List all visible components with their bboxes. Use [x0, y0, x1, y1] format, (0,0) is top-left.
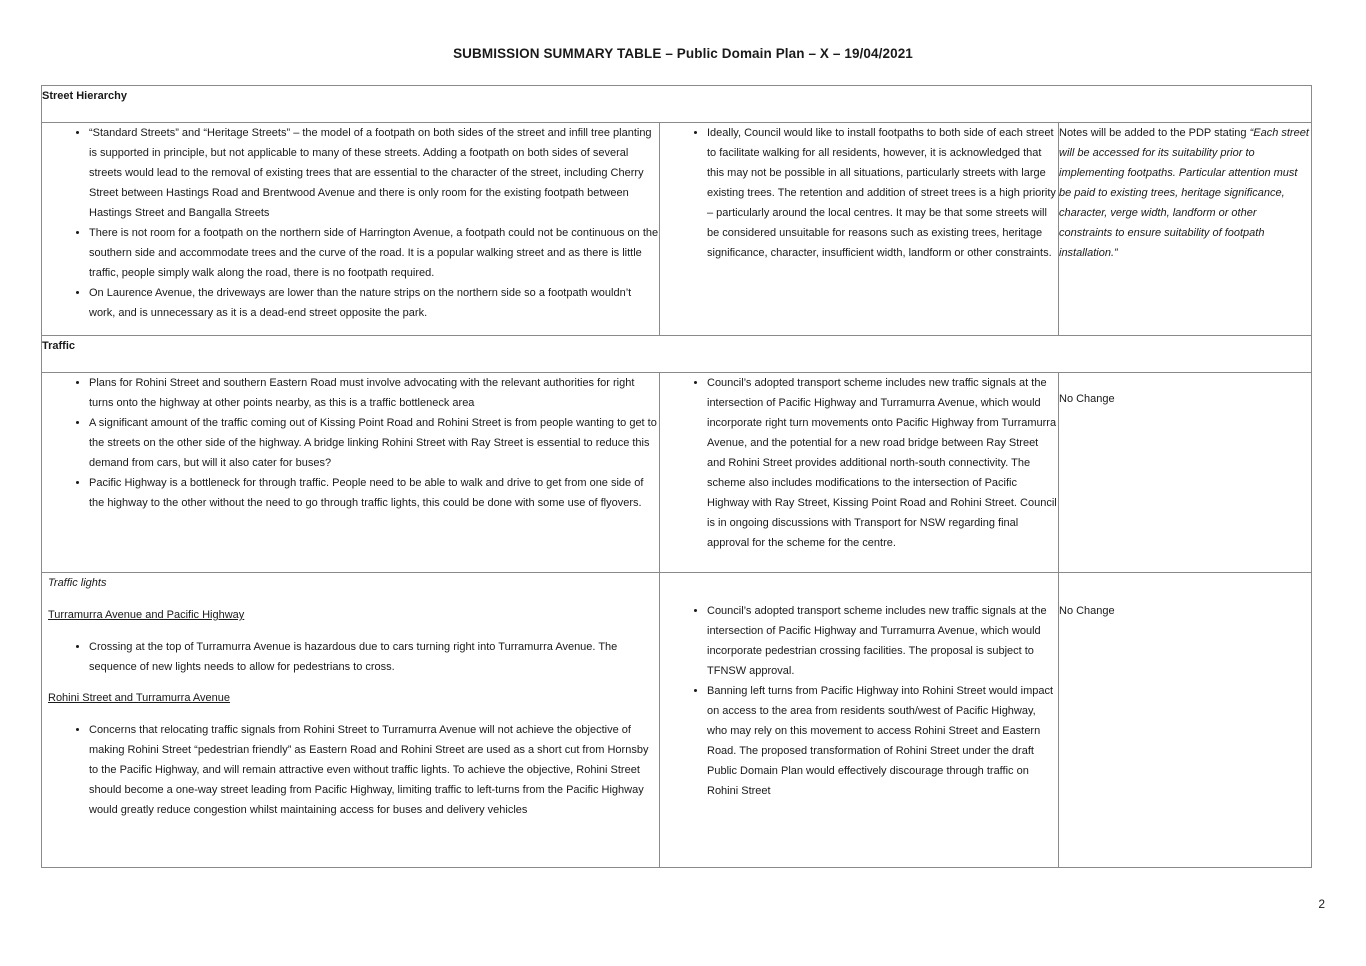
subsection-heading: Turramurra Avenue and Pacific Highway [48, 609, 245, 621]
page-number: 2 [1318, 897, 1325, 911]
response-list [660, 601, 1058, 801]
action-quote: “Each street will be accessed for its suitability prior to implementing footpaths. Particular attention must be paid to existing trees, heritage significance, character, verge width, landform or other constraints to ensure suitability of footpath installation.” [1059, 127, 1309, 259]
submission-list [42, 637, 659, 677]
section-heading-traffic: Traffic [42, 336, 1312, 373]
response-cell [660, 373, 1059, 573]
section-heading-street-hierarchy: Street Hierarchy [42, 86, 1312, 123]
list-item: • Crossing at the top of Turramurra Avenue is hazardous due to cars turning right into Turramurra Avenue. The sequence of new lights needs to allow for pedestrians to cross. [89, 637, 659, 677]
action-text: Notes will be added to the PDP stating [1059, 127, 1250, 139]
list-item: • Council’s adopted transport scheme includes new traffic signals at the intersection of Pacific Highway and Turramurra Avenue, which would incorporate pedestrian crossing facilities. The proposal is subject to TFNSW approval. [707, 601, 1058, 681]
list-item: • There is not room for a footpath on the northern side of Harrington Avenue, a footpath could not be continuous on the southern side and accommodate trees and the curve of the road. It is a popular walking street and as there is little traffic, people simply walk along the road, there is no footpath required. [89, 223, 659, 283]
list-item: • Council’s adopted transport scheme includes new traffic signals at the intersection of Pacific Highway and Turramurra Avenue, which would incorporate right turn movements onto Pacific Highway from Turramurra Avenue, and the potential for a new road bridge between Ray Street and Rohini Street provides additional north-south connectivity. The scheme also includes modifications to the intersection of Pacific Highway with Ray Street, Kissing Point Road and Rohini Street. Council is in ongoing discussions with Transport for NSW regarding final approval for the scheme for the centre. [707, 373, 1058, 553]
page-title: SUBMISSION SUMMARY TABLE – Public Domain Plan – X – 19/04/2021 [453, 46, 913, 61]
table-row [42, 123, 1312, 336]
list-item: • “Standard Streets” and “Heritage Streets” – the model of a footpath on both sides of the street and infill tree planting is supported in principle, but not applicable to many of these streets. Adding a footpath on both sides of several streets would lead to the removal of existing trees that are essential to the character of the street, including Cherry Street between Hastings Road and Brentwood Avenue and there is only room for the existing footpath between Hastings Street and Bangalla Streets [89, 123, 659, 223]
action-text: No Change [1059, 605, 1115, 617]
submission-cell [42, 573, 660, 868]
action-cell [1059, 573, 1312, 868]
table-row [42, 373, 1312, 573]
response-cell [660, 123, 1059, 336]
submission-list [42, 720, 659, 820]
response-list [660, 373, 1058, 553]
response-cell [660, 573, 1059, 868]
submission-summary-table [41, 85, 1312, 868]
subsection-heading: Rohini Street and Turramurra Avenue [48, 692, 231, 704]
table-row [42, 573, 1312, 868]
section-header-row [42, 336, 1312, 373]
list-item: • On Laurence Avenue, the driveways are lower than the nature strips on the northern side so a footpath wouldn’t work, and is unnecessary as it is a dead-end street opposite the park. [89, 283, 659, 323]
response-list [660, 123, 1058, 263]
submission-cell [42, 373, 660, 573]
section-header-row [42, 86, 1312, 123]
submission-list [42, 123, 659, 323]
list-item: • Plans for Rohini Street and southern Eastern Road must involve advocating with the relevant authorities for right turns onto the highway at other points nearby, as this is a traffic bottleneck area [89, 373, 659, 413]
list-item: • A significant amount of the traffic coming out of Kissing Point Road and Rohini Street is from people wanting to get to the streets on the other side of the highway. A bridge linking Rohini Street with Ray Street is essential to reduce this demand from cars, but will it also cater for buses? [89, 413, 659, 473]
action-cell [1059, 123, 1312, 336]
list-item: • Pacific Highway is a bottleneck for through traffic. People need to be able to walk and drive to get from one side of the highway to the other without the need to go through traffic lights, this could be done with some use of flyovers. [89, 473, 659, 513]
list-item: • Banning left turns from Pacific Highway into Rohini Street would impact on access to the area from residents south/west of Pacific Highway, who may rely on this movement to access Rohini Street and Eastern Road. The proposed transformation of Rohini Street under the draft Public Domain Plan would effectively discourage through traffic on Rohini Street [707, 681, 1058, 801]
submission-list [42, 373, 659, 513]
submission-cell [42, 123, 660, 336]
list-item: • Concerns that relocating traffic signals from Rohini Street to Turramurra Avenue will not achieve the objective of making Rohini Street “pedestrian friendly” as Eastern Road and Rohini Street are used as a short cut from Hornsby to the Pacific Highway, and will remain attractive even without traffic lights. To achieve the objective, Rohini Street should become a one-way street leading from Pacific Highway, limiting traffic to left-turns from the Pacific Highway would greatly reduce congestion whilst maintaining access for buses and delivery vehicles [89, 720, 659, 820]
action-text: No Change [1059, 393, 1115, 405]
subsection-label: Traffic lights [48, 577, 107, 589]
list-item: • Ideally, Council would like to install footpaths to both side of each street to facilitate walking for all residents, however, it is acknowledged that this may not be possible in all situations, particularly streets with large existing trees. The retention and addition of street trees is a high priority – particularly around the local centres. It may be that some streets will be considered unsuitable for reasons such as existing trees, heritage significance, character, insufficient width, landform or other constraints. [707, 123, 1058, 263]
action-cell [1059, 373, 1312, 573]
